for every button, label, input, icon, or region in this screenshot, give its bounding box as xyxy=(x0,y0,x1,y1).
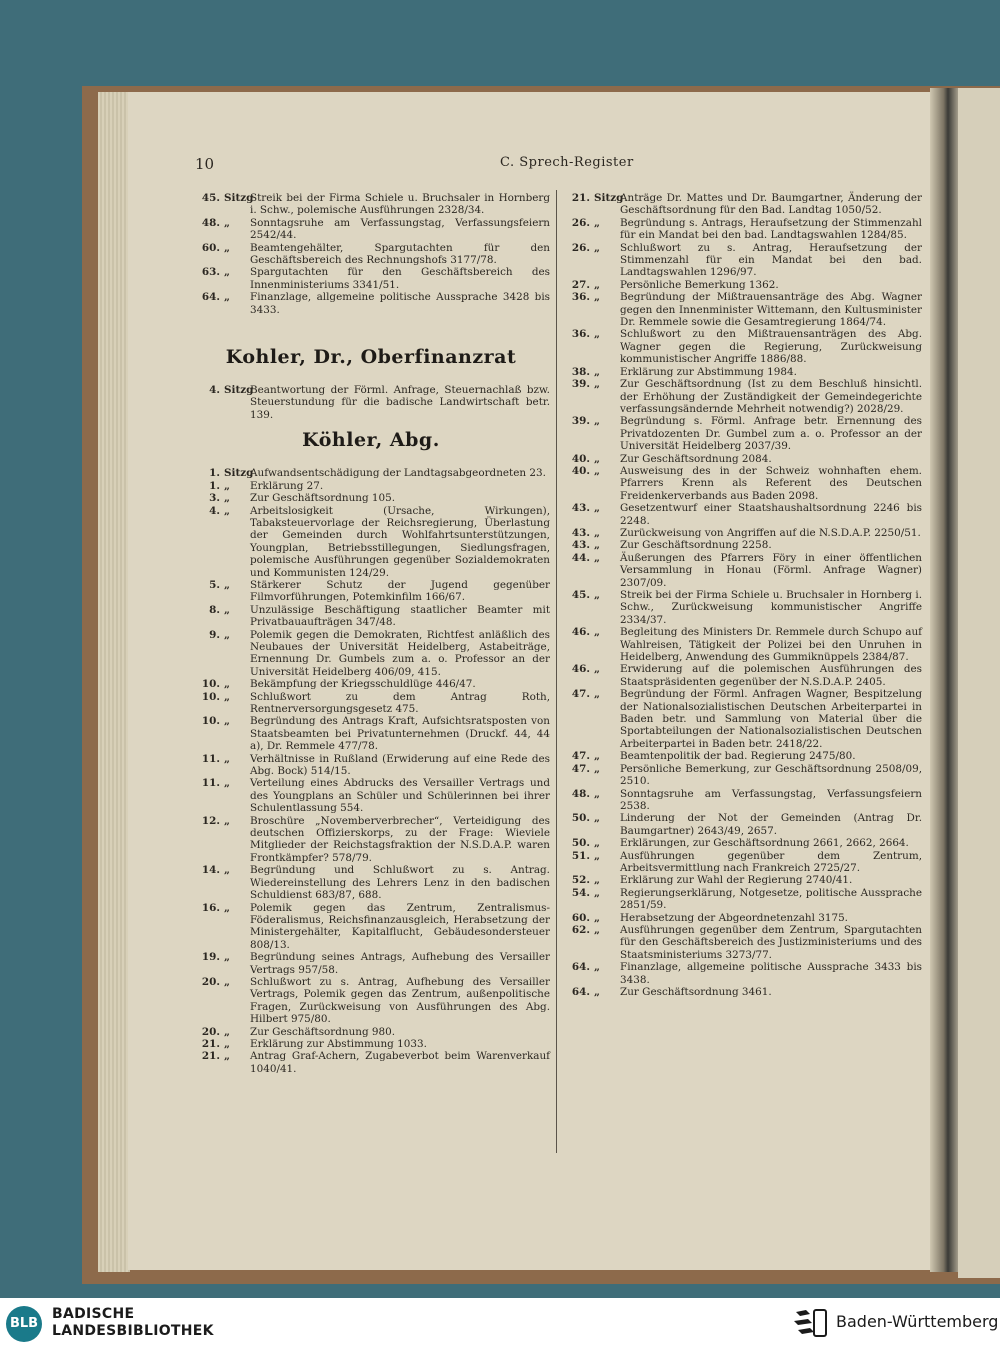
register-entry xyxy=(192,902,550,952)
entry-text: Begründung s. Förml. Anfrage betr. Ernennung des Privatdozenten Dr. Gumbel zum a. o. Professor an der Universität Heidelberg 2037/39. xyxy=(620,415,922,453)
entry-sitzung-label: „ xyxy=(594,464,600,477)
register-entry xyxy=(562,328,922,365)
register-entry xyxy=(192,1050,550,1075)
register-entry xyxy=(192,864,550,901)
register-entry xyxy=(192,976,550,1026)
entry-sitzung-label: „ xyxy=(594,626,600,639)
register-entry xyxy=(192,467,550,479)
register-entry xyxy=(192,777,550,814)
entry-session-number: 46. xyxy=(571,626,590,639)
entry-sitzung-label: „ xyxy=(224,291,230,304)
entry-text: Begründung und Schlußwort zu s. Antrag. Wiedereinstellung des Lehrers Lenz in den badischen Schuldienst 683/87, 688. xyxy=(250,864,550,902)
entry-text: Erklärung zur Abstimmung 1033. xyxy=(250,1037,427,1050)
entry-sitzung-label: „ xyxy=(594,526,600,539)
blb-logo[interactable] xyxy=(6,1306,42,1342)
entry-session-number: 5. xyxy=(209,578,220,591)
entries-koehler xyxy=(192,467,550,1075)
entry-text: Sonntagsruhe am Verfassungstag, Verfassungsfeiern 2538. xyxy=(620,787,922,812)
entry-text: Begründung s. Antrags, Heraufsetzung der Stimmenzahl für ein Mandat bei den bad. Landtagswahlen 1284/85. xyxy=(620,216,922,242)
entry-sitzung-label: „ xyxy=(594,762,600,775)
page-edges xyxy=(98,92,130,1272)
entry-sitzung-label: „ xyxy=(224,241,230,254)
entry-session-number: 26. xyxy=(571,241,590,254)
register-entry xyxy=(192,579,550,604)
entry-text: Zur Geschäftsordnung 2258. xyxy=(620,539,772,552)
entry-sitzung-label: „ xyxy=(594,378,600,391)
entries-top xyxy=(192,192,550,316)
entry-session-number: 16. xyxy=(201,901,220,914)
entry-text: Zur Geschäftsordnung 105. xyxy=(250,492,396,505)
entry-text: Anträge Dr. Mattes und Dr. Baumgartner, Änderung der Geschäftsordnung für den Bad. Landtag 1050/52. xyxy=(620,192,922,217)
entry-text: Polemik gegen das Zentrum, Zentralismus-Föderalismus, Reichsfinanzausgleich, Herabsetzung der Ministergehälter, Kapitalflucht, Gebäudesondersteuer 808/13. xyxy=(250,901,550,951)
entry-text: Persönliche Bemerkung 1362. xyxy=(620,278,779,291)
entry-session-number: 11. xyxy=(201,777,220,790)
register-entry xyxy=(562,415,922,452)
entry-session-number: 39. xyxy=(571,378,590,391)
entry-sitzung-label: „ xyxy=(224,479,230,492)
register-entry xyxy=(192,753,550,778)
entry-text: Schlußwort zu s. Antrag, Aufhebung des Versailler Vertrags, Polemik gegen das Zentrum, außenpolitische Fragen, Zurückweisung von Ausführungen des Abg. Hilbert 975/80. xyxy=(250,975,550,1026)
register-entry xyxy=(562,924,922,961)
footer-bar xyxy=(0,1298,1000,1347)
entry-text: Erklärung 27. xyxy=(250,479,324,492)
entry-text: Zurückweisung von Angriffen auf die N.S.D.A.P. 2250/51. xyxy=(620,526,921,539)
entry-session-number: 21. xyxy=(201,1050,220,1063)
entry-text: Begleitung des Ministers Dr. Remmele durch Schupo auf Wahlreisen, Tätigkeit der Polizei bei den Unruhen in Heidelberg, Anwendung des Gummiknüppels 2384/87. xyxy=(620,626,922,664)
entry-sitzung-label: „ xyxy=(224,690,230,703)
entry-session-number: 10. xyxy=(201,715,220,728)
entry-sitzung-label: „ xyxy=(594,291,600,304)
entry-sitzung-label: „ xyxy=(224,628,230,641)
register-entry xyxy=(562,291,922,328)
entry-text: Erklärung zur Wahl der Regierung 2740/41. xyxy=(620,874,853,887)
entry-sitzung-label: „ xyxy=(594,589,600,601)
entry-sitzung-label: „ xyxy=(594,812,600,825)
entry-session-number: 19. xyxy=(201,951,220,964)
register-entry xyxy=(562,961,922,986)
entry-text: Polemik gegen die Demokraten, Richtfest anläßlich des Neubaues der Universität Heidelberg, Astabeiträge, Ernennung Dr. Gumbels zum a. o. Professor an der Universität Heidelberg 406/09, 415. xyxy=(250,628,550,678)
entry-sitzung-label: „ xyxy=(224,975,230,988)
entry-text: Ausweisung des in der Schweiz wohnhaften ehem. Pfarrers Krenn als Referent des Deutschen Freidenkerverbands aus Baden 2098. xyxy=(620,464,922,502)
entry-text: Zur Geschäftsordnung 2084. xyxy=(620,452,772,465)
register-entry xyxy=(192,951,550,976)
entry-session-number: 10. xyxy=(201,690,220,703)
entry-sitzung-label: „ xyxy=(594,874,600,887)
entry-session-number: 64. xyxy=(571,961,590,974)
heading-kohler: Kohler, Dr., Oberfinanzrat xyxy=(225,346,517,369)
entry-sitzung-label: „ xyxy=(224,678,230,691)
entry-sitzung-label: „ xyxy=(594,923,600,936)
register-entry xyxy=(562,527,922,539)
register-entry xyxy=(562,539,922,551)
entry-text: Finanzlage, allgemeine politische Aussprache 3433 bis 3438. xyxy=(620,961,922,986)
register-entry xyxy=(562,192,922,217)
entry-sitzung-label: „ xyxy=(224,752,230,765)
entry-text: Ausführungen gegenüber dem Zentrum, Spargutachten für den Geschäftsbereich des Justizministeriums und des Staatsministeriums 3273/77. xyxy=(620,923,922,961)
entry-session-number: 52. xyxy=(571,874,590,887)
entry-text: Beantwortung der Förml. Anfrage, Steuernachlaß bzw. Steuerstundung für die badische Landwirtschaft betr. 139. xyxy=(250,384,550,421)
entry-sitzung-label: „ xyxy=(594,415,600,428)
heading-koehler: Köhler, Abg. xyxy=(302,429,440,452)
entry-session-number: 1. xyxy=(209,467,220,480)
entry-text: Erwiderung auf die polemischen Ausführungen des Staatspräsidenten gegenüber der N.S.D.A.P. 2405. xyxy=(620,663,922,688)
entry-session-number: 45. xyxy=(571,589,590,601)
entry-text: Regierungserklärung, Notgesetze, politische Aussprache 2851/59. xyxy=(620,886,922,912)
entry-session-number: 20. xyxy=(201,1025,220,1038)
register-entry xyxy=(192,691,550,716)
register-entry xyxy=(562,589,922,626)
entry-session-number: 12. xyxy=(201,814,220,827)
entry-sitzung-label: „ xyxy=(224,951,230,964)
entry-session-number: 63. xyxy=(201,266,220,279)
entry-session-number: 47. xyxy=(571,688,590,701)
entry-text: Schlußwort zu s. Antrag, Heraufsetzung der Stimmenzahl für ein Mandat bei den bad. Landtagswahlen 1296/97. xyxy=(620,241,922,279)
entry-sitzung-label: „ xyxy=(594,837,600,850)
register-entry xyxy=(562,366,922,378)
entry-sitzung-label: „ xyxy=(594,663,600,676)
entry-text: Begründung seines Antrags, Aufhebung des Versailler Vertrags 957/58. xyxy=(250,951,550,976)
entry-text: Zur Geschäftsordnung (Ist zu dem Beschluß hinsichtl. der Erhöhung der Zuständigkeit der Gemeindegerichte verfassungsändernde Mehrheit notwendig?) 2028/29. xyxy=(620,378,922,415)
entry-session-number: 40. xyxy=(571,464,590,477)
entry-sitzung-label: „ xyxy=(594,911,600,924)
coat-of-arms-icon xyxy=(790,1304,830,1342)
register-entry xyxy=(562,788,922,813)
register-entry xyxy=(562,912,922,924)
entry-text: Erklärung zur Abstimmung 1984. xyxy=(620,365,797,378)
entry-session-number: 4. xyxy=(209,384,220,397)
entry-session-number: 1. xyxy=(209,479,220,492)
register-entry xyxy=(562,626,922,663)
entry-sitzung-label: „ xyxy=(224,216,230,229)
entry-text: Streik bei der Firma Schiele u. Bruchsaler in Hornberg i. Schw., Zurückweisung kommunistischer Angriffe 2334/37. xyxy=(620,589,922,626)
register-entry xyxy=(562,750,922,762)
entry-sitzung-label: „ xyxy=(594,787,600,800)
entry-text: Spargutachten für den Geschäftsbereich des Innenministeriums 3341/51. xyxy=(250,266,550,291)
entry-sitzung-label: „ xyxy=(594,241,600,254)
register-entry xyxy=(562,378,922,415)
entry-session-number: 45. xyxy=(201,192,220,204)
entry-session-number: 43. xyxy=(571,526,590,539)
register-entry xyxy=(562,465,922,502)
entry-text: Beamtengehälter, Spargutachten für den Geschäftsbereich des Rechnungshofs 3177/78. xyxy=(250,241,550,267)
left-column xyxy=(192,192,550,1075)
book-gutter xyxy=(930,88,960,1272)
entry-session-number: 43. xyxy=(571,502,590,515)
entry-sitzung-label: „ xyxy=(224,578,230,591)
entry-sitzung-label: „ xyxy=(224,814,230,827)
register-entry xyxy=(562,850,922,875)
register-entry xyxy=(562,242,922,279)
entry-session-number: 36. xyxy=(571,328,590,341)
entry-sitzung-label: „ xyxy=(224,492,230,505)
entry-session-number: 60. xyxy=(571,911,590,924)
entry-session-number: 50. xyxy=(571,812,590,825)
entry-sitzung-label: „ xyxy=(224,504,230,517)
entry-text: Schlußwort zu dem Antrag Roth, Rentnerversorgungsgesetz 475. xyxy=(250,690,550,715)
entry-sitzung-label: „ xyxy=(224,1037,230,1050)
entry-session-number: 64. xyxy=(201,291,220,304)
entry-session-number: 8. xyxy=(209,603,220,616)
register-entry xyxy=(192,217,550,242)
entry-session-number: 47. xyxy=(571,750,590,763)
entry-session-number: 10. xyxy=(201,678,220,691)
entry-text: Antrag Graf-Achern, Zugabeverbot beim Warenverkauf 1040/41. xyxy=(250,1050,550,1075)
entry-session-number: 3. xyxy=(209,492,220,505)
register-entry xyxy=(192,1038,550,1050)
entry-sitzung-label: „ xyxy=(594,502,600,515)
next-page-edge xyxy=(958,88,1000,1278)
register-entry xyxy=(562,887,922,912)
register-entry xyxy=(562,986,922,998)
entry-session-number: 40. xyxy=(571,452,590,465)
entry-sitzung-label: Sitzg xyxy=(224,384,254,397)
entry-text: Aufwandsentschädigung der Landtagsabgeordneten 23. xyxy=(250,467,546,480)
blb-logo-text: BLB xyxy=(9,1316,39,1331)
column-divider xyxy=(556,190,557,1153)
register-entry xyxy=(192,678,550,690)
entry-session-number: 21. xyxy=(201,1037,220,1050)
entry-text: Äußerungen des Pfarrers Föry in einer öffentlichen Versammlung in Honau (Förml. Anfrage Wagner) 2307/09. xyxy=(620,551,922,589)
right-column xyxy=(562,192,922,998)
entry-sitzung-label: „ xyxy=(594,961,600,974)
entry-session-number: 11. xyxy=(201,752,220,765)
entry-sitzung-label: „ xyxy=(594,452,600,465)
entry-session-number: 21. xyxy=(571,192,590,204)
entry-session-number: 43. xyxy=(571,539,590,552)
entry-text: Begründung der Förml. Anfragen Wagner, Bespitzelung der Nationalsozialistischen Deutschen Arbeiterpartei in Baden betr. und Sammlung von Material über die Sportabteilungen der Nationalsozialistischen Deutschen Arbeiterpartei in Baden betr. 2418/22. xyxy=(620,688,922,750)
bw-name: Baden-Württemberg xyxy=(836,1312,999,1331)
entry-sitzung-label: „ xyxy=(594,688,600,701)
entry-session-number: 44. xyxy=(571,551,590,564)
entry-session-number: 48. xyxy=(571,787,590,800)
register-entry xyxy=(192,604,550,629)
entry-sitzung-label: „ xyxy=(594,539,600,552)
entry-sitzung-label: „ xyxy=(594,886,600,899)
register-entry xyxy=(192,1026,550,1038)
entry-sitzung-label: Sitzg xyxy=(224,467,254,480)
register-entry xyxy=(192,492,550,504)
entry-session-number: 14. xyxy=(201,864,220,877)
register-entry xyxy=(562,217,922,242)
entry-text: Begründung des Antrags Kraft, Aufsichtsratsposten von Staatsbeamten bei Privatunternehmen (Druckf. 44, 44 a), Dr. Remmele 477/78. xyxy=(250,715,550,753)
entry-text: Herabsetzung der Abgeordnetenzahl 3175. xyxy=(620,911,848,924)
entry-text: Sonntagsruhe am Verfassungstag, Verfassungsfeiern 2542/44. xyxy=(250,216,550,242)
running-title: C. Sprech-Register xyxy=(500,155,634,170)
register-entry xyxy=(192,815,550,865)
entry-sitzung-label: „ xyxy=(594,216,600,229)
register-entry xyxy=(562,874,922,886)
entry-session-number: 4. xyxy=(209,504,220,517)
entry-text: Verteilung eines Abdrucks des Versailler Vertrags und des Youngplans an Schüler und Schülerinnen bei ihrer Schulentlassung 554. xyxy=(250,777,550,815)
register-entry xyxy=(192,291,550,316)
entry-session-number: 47. xyxy=(571,762,590,775)
page-number: 10 xyxy=(195,155,215,173)
entry-text: Zur Geschäftsordnung 3461. xyxy=(620,986,772,998)
entry-text: Persönliche Bemerkung, zur Geschäftsordnung 2508/09, 2510. xyxy=(620,762,922,788)
entry-session-number: 60. xyxy=(201,241,220,254)
entry-text: Gesetzentwurf einer Staatshaushaltsordnung 2246 bis 2248. xyxy=(620,502,922,527)
entry-text: Stärkerer Schutz der Jugend gegenüber Filmvorführungen, Potemkinfilm 166/67. xyxy=(250,578,550,604)
entry-session-number: 20. xyxy=(201,975,220,988)
entry-text: Unzulässige Beschäftigung staatlicher Beamter mit Privatbauaufträgen 347/48. xyxy=(250,603,550,629)
entry-text: Finanzlage, allgemeine politische Aussprache 3428 bis 3433. xyxy=(250,291,550,316)
register-entry xyxy=(562,688,922,750)
register-entry xyxy=(562,453,922,465)
entry-sitzung-label: „ xyxy=(594,849,600,862)
entry-text: Beamtenpolitik der bad. Regierung 2475/80. xyxy=(620,750,856,763)
entry-session-number: 36. xyxy=(571,291,590,304)
entry-session-number: 54. xyxy=(571,886,590,899)
entry-session-number: 9. xyxy=(209,628,220,641)
entry-sitzung-label: Sitzg xyxy=(224,192,254,204)
entry-text: Erklärungen, zur Geschäftsordnung 2661, 2662, 2664. xyxy=(620,837,909,850)
entry-session-number: 51. xyxy=(571,849,590,862)
register-entry xyxy=(192,480,550,492)
register-entry xyxy=(192,384,550,421)
entry-sitzung-label: „ xyxy=(594,328,600,341)
register-entry xyxy=(192,629,550,679)
entry-text: Zur Geschäftsordnung 980. xyxy=(250,1025,396,1038)
entry-session-number: 38. xyxy=(571,365,590,378)
entry-session-number: 46. xyxy=(571,663,590,676)
entry-sitzung-label: „ xyxy=(594,551,600,564)
register-entry xyxy=(192,242,550,267)
entry-sitzung-label: „ xyxy=(224,715,230,728)
blb-name-line2: LANDESBIBLIOTHEK xyxy=(52,1323,214,1339)
entry-sitzung-label: „ xyxy=(224,777,230,790)
entry-text: Begründung der Mißtrauensanträge des Abg. Wagner gegen den Innenminister Wittemann, den Kultusminister Dr. Remmele sowie die Gesamtregierung 1864/74. xyxy=(620,291,922,329)
entry-sitzung-label: Sitzg xyxy=(594,192,624,204)
entry-text: Ausführungen gegenüber dem Zentrum, Arbeitsvermittlung nach Frankreich 2725/27. xyxy=(620,849,922,874)
entry-text: Arbeitslosigkeit (Ursache, Wirkungen), Tabaksteuervorlage der Reichsregierung, Überlastung der Gemeinden durch Wohlfahrtsunterstützungen, Youngplan, Betriebsstillegungen, Siedlungsfragen, polemische Ausführungen gegenüber Sozialdemokraten und Kommunisten 124/29. xyxy=(250,504,550,579)
entry-text: Linderung der Not der Gemeinden (Antrag Dr. Baumgartner) 2643/49, 2657. xyxy=(620,812,922,837)
register-entry xyxy=(192,505,550,579)
register-entry xyxy=(192,266,550,291)
register-entry xyxy=(562,279,922,291)
entry-text: Bekämpfung der Kriegsschuldlüge 446/47. xyxy=(250,678,476,691)
entry-sitzung-label: „ xyxy=(594,750,600,763)
entry-session-number: 50. xyxy=(571,837,590,850)
entry-text: Verhältnisse in Rußland (Erwiderung auf eine Rede des Abg. Bock) 514/15. xyxy=(250,752,550,778)
entry-session-number: 64. xyxy=(571,986,590,998)
entry-sitzung-label: „ xyxy=(594,365,600,378)
register-entry xyxy=(192,192,550,217)
entry-sitzung-label: „ xyxy=(224,266,230,279)
entry-session-number: 26. xyxy=(571,216,590,229)
register-entry xyxy=(562,763,922,788)
entry-sitzung-label: „ xyxy=(224,603,230,616)
entry-sitzung-label: „ xyxy=(224,864,230,877)
register-entry xyxy=(562,552,922,589)
entry-sitzung-label: „ xyxy=(224,1025,230,1038)
register-entry xyxy=(562,502,922,527)
blb-name-line1: BADISCHE xyxy=(52,1306,135,1322)
register-entry xyxy=(562,663,922,688)
register-entry xyxy=(192,715,550,752)
entry-session-number: 62. xyxy=(571,923,590,936)
entry-text: Streik bei der Firma Schiele u. Bruchsaler in Hornberg i. Schw., polemische Ausführungen 2328/34. xyxy=(250,192,550,217)
entry-session-number: 39. xyxy=(571,415,590,428)
entries-kohler xyxy=(192,384,550,421)
entry-text: Broschüre „Novemberverbrecher“, Verteidigung des deutschen Offizierskorps, zu der Frage: Wieviele Mitglieder der Reichstagsfraktion der N.S.D.A.P. waren Frontkämpfer? 578/79. xyxy=(250,814,550,864)
entry-sitzung-label: „ xyxy=(594,986,600,998)
entry-session-number: 48. xyxy=(201,216,220,229)
register-entry xyxy=(562,812,922,837)
entry-sitzung-label: „ xyxy=(224,1050,230,1063)
entries-right xyxy=(562,192,922,998)
register-entry xyxy=(562,837,922,849)
entry-sitzung-label: „ xyxy=(224,901,230,914)
entry-text: Schlußwort zu den Mißtrauensanträgen des Abg. Wagner gegen die Regierung, Zurückweisung kommunistischer Angriffe 1886/88. xyxy=(620,328,922,366)
entry-session-number: 27. xyxy=(571,278,590,291)
entry-sitzung-label: „ xyxy=(594,278,600,291)
